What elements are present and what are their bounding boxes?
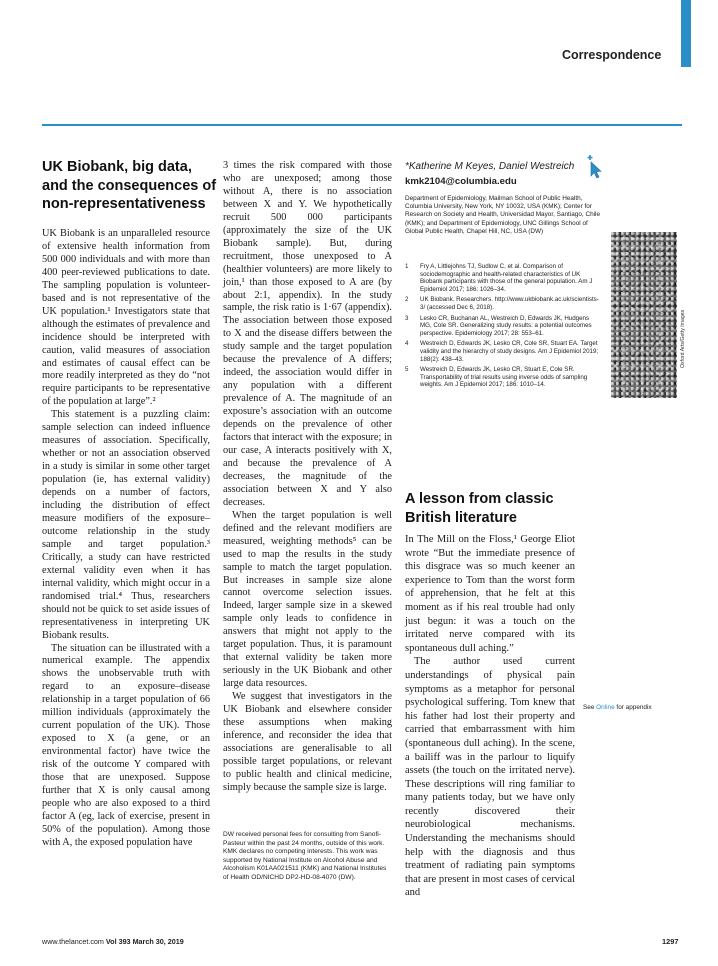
article1-column-2 — [223, 160, 392, 795]
cursor-icon — [581, 153, 603, 179]
article1-title: UK Biobank, big data, and the consequences of non-representativeness — [42, 159, 217, 212]
appendix-note-prefix: See — [583, 704, 595, 711]
author-email[interactable]: kmk2104@columbia.edu — [405, 176, 517, 187]
reference-number: 3 — [405, 314, 409, 322]
article1-column-1 — [42, 228, 210, 850]
author-names: *Katherine M Keyes, Daniel Westreich — [405, 161, 575, 172]
reference-number: 4 — [405, 340, 409, 348]
header-rule — [42, 124, 682, 126]
reference-number: 2 — [405, 296, 409, 304]
footer-date: March 30, 2019 — [132, 937, 184, 946]
reference-text[interactable]: UK Biobank. Researchers. http://www.ukbiobank.ac.uk/scientists-3/ (accessed Dec 6, 2018). — [420, 296, 599, 311]
footer-volume: Vol 393 — [105, 937, 131, 946]
section-label: Correspondence — [562, 48, 662, 62]
appendix-note-suffix: for appendix — [616, 704, 652, 711]
reference-list — [405, 263, 599, 392]
paragraph: UK Biobank is an unparalleled resource of extensive health information from 500 000 individuals and with more than 400 peer-reviewed publications to date. The sampling population is volunteer-based and is not representative of the UK population.¹ Investigators state that although the estimates of prevalence and incidence should be interpreted with caution, valid measures of association and estimates of causal effect can be more readily interpreted as they do “not require participants to be representative of the population at large”.² — [42, 228, 210, 408]
accent-bar — [681, 0, 691, 67]
article2-body — [405, 533, 575, 900]
reference-text: Fry A, Littlejohns TJ, Sudlow C, et al. Comparison of sociodemographic and health-related characteristics of UK Biobank participants with those of the general population. Am J Epidemiol 2017; 186: 1026–34. — [420, 263, 593, 293]
reference-item — [405, 340, 599, 363]
paragraph: The situation can be illustrated with a numerical example. The appendix shows the unobservable truth with regard to an exposure–disease relationship in a target population of 66 million individuals (approximately the current population of the UK). Those exposed to X (a gene, or an environmental factor) have twice the risk of the outcome Y compared with those that are unexposed. Suppose further that X is only causal among people who are also exposed to a third factor A (eg, lack of exercise, present in 50% of the population). Among those with A, the exposed population have — [42, 642, 210, 848]
reference-item — [405, 366, 599, 389]
reference-item — [405, 263, 599, 293]
paragraph: The author used current understandings of physical pain symptoms as a metaphor for personal psychological suffering. Tom knew that his father had lost their property and carried that embarrassment with him (spontaneous dull aching). In the scene, a bailiff was in the parlour to liquify assets (the touch on the irritated nerve). These descriptions will ring familiar to many patients today, but we have only recently discovered their neurobiological mechanisms. Understanding the mechanisms should help with the diagnosis and thus treatment of radiating pain symptoms that are present in most cases of cervical and — [405, 656, 575, 899]
appendix-note — [583, 704, 652, 711]
footer-citation — [42, 937, 184, 946]
page-number: 1297 — [662, 937, 679, 946]
author-affiliation: Department of Epidemiology, Mailman School of Public Health, Columbia University, New York, NY 10032, USA (KMK); Center for Research on Society and Health, Universidad Mayor, Santiago, Chile (KMK); and Department of Epidemiology, UNC Gillings School of Global Public Health, Chapel Hill, NC, USA (DW) — [405, 195, 601, 235]
reference-text: Lesko CR, Buchanan AL, Westreich D, Edwards JK, Hudgens MG, Cole SR. Generalizing study results: a potential outcomes perspective. Epidemiology 2017; 28: 553–61. — [420, 314, 592, 337]
article2-title: A lesson from classic British literature — [405, 491, 554, 526]
reference-number: 1 — [405, 263, 409, 270]
paragraph: When the target population is well defined and the relevant modifiers are measured, weighting methods⁵ can be used to map the results in the study sample to match the target population. But increases in sample size alone cannot overcome selection issues. Indeed, larger sample size in a skewed sample only leads to confidence in answers that might not apply to the target population. Thus, it is paramount that external validity be taken more seriously in the UK Biobank and other large data resources. — [223, 509, 392, 690]
footer-site[interactable]: www.thelancet.com — [42, 937, 104, 946]
reference-text: Westreich D, Edwards JK, Lesko CR, Cole SR, Stuart EA. Target validity and the hierarchy of study designs. Am J Epidemiol 2019; 188(2): 438–43. — [420, 340, 599, 363]
figure-image — [611, 232, 677, 398]
paragraph: We suggest that investigators in the UK Biobank and elsewhere consider these assumptions when making inference, and reconsider the idea that associations are generalisable to all possible target populations, or relevant to public health and clinical medicine, simply because the sample size is large. — [223, 691, 392, 793]
competing-interests: DW received personal fees for consulting from Sanofi-Pasteur within the past 24 months, outside of this work. KMK declares no competing interests. This work was supported by National Institute on Alcohol Abuse and Alcoholism K01AA021511 (KMK) and National Institutes of Health OD/NICHD DP2-HD-08-4070 (DW). — [223, 831, 387, 881]
reference-item — [405, 315, 599, 338]
reference-text: Westreich D, Edwards JK, Lesko CR, Stuart E, Cole SR. Transportability of trial results using inverse odds of sampling weights. Am J Epidemiol 2017; 186: 1010–14. — [420, 366, 588, 389]
paragraph: This statement is a puzzling claim: sample selection can indeed influence measures of association. Specifically, whether or not an association observed in a study is similar in some other target population (ie, has external validity) depends on a number of factors, including the distribution of effect measure modifiers of the exposure–outcome relationship in the study sample and target population.³ Critically, a study can have restricted external validity even when it has internal validity, which might occur in a randomised trial.⁴ Thus, researchers should not be quick to set aside issues of representativeness in interpreting UK Biobank results. — [42, 409, 210, 641]
appendix-online-link[interactable]: Online — [596, 704, 615, 711]
reference-item — [405, 296, 599, 311]
paragraph: In The Mill on the Floss,¹ George Eliot wrote “But the immediate presence of this disgrace was so much keener an experience to Tom than the worst form of apprehension, that he felt at this moment as if his real trouble had only just begun: it was a touch on the irritated nerve compared with its spontaneous dull aching.” — [405, 534, 575, 654]
reference-number: 5 — [405, 366, 409, 374]
paragraph: 3 times the risk compared with those who are unexposed; among those without A, there is no association between X and Y. We hypothetically recruit 500 000 participants (approximately the size of the UK Biobank sample). But, during recruitment, those unexposed to A (healthier volunteers) are more likely to join,¹ than those exposed to A are (by about 2:1, appendix). In the study sample, the risk ratio is 1·67 (appendix). The association between those exposed to X and the disease differs between the study sample and the target population because the prevalence of A differs; indeed, the association would differ in any population with a different prevalence of A. The magnitude of an exposure’s association with an outcome depends on the prevalence of other factors that interact with the exposure; in our case, A interacts positively with X, and because the prevalence of A decreases, the magnitude of the association between X and Y also decreases. — [223, 160, 392, 508]
